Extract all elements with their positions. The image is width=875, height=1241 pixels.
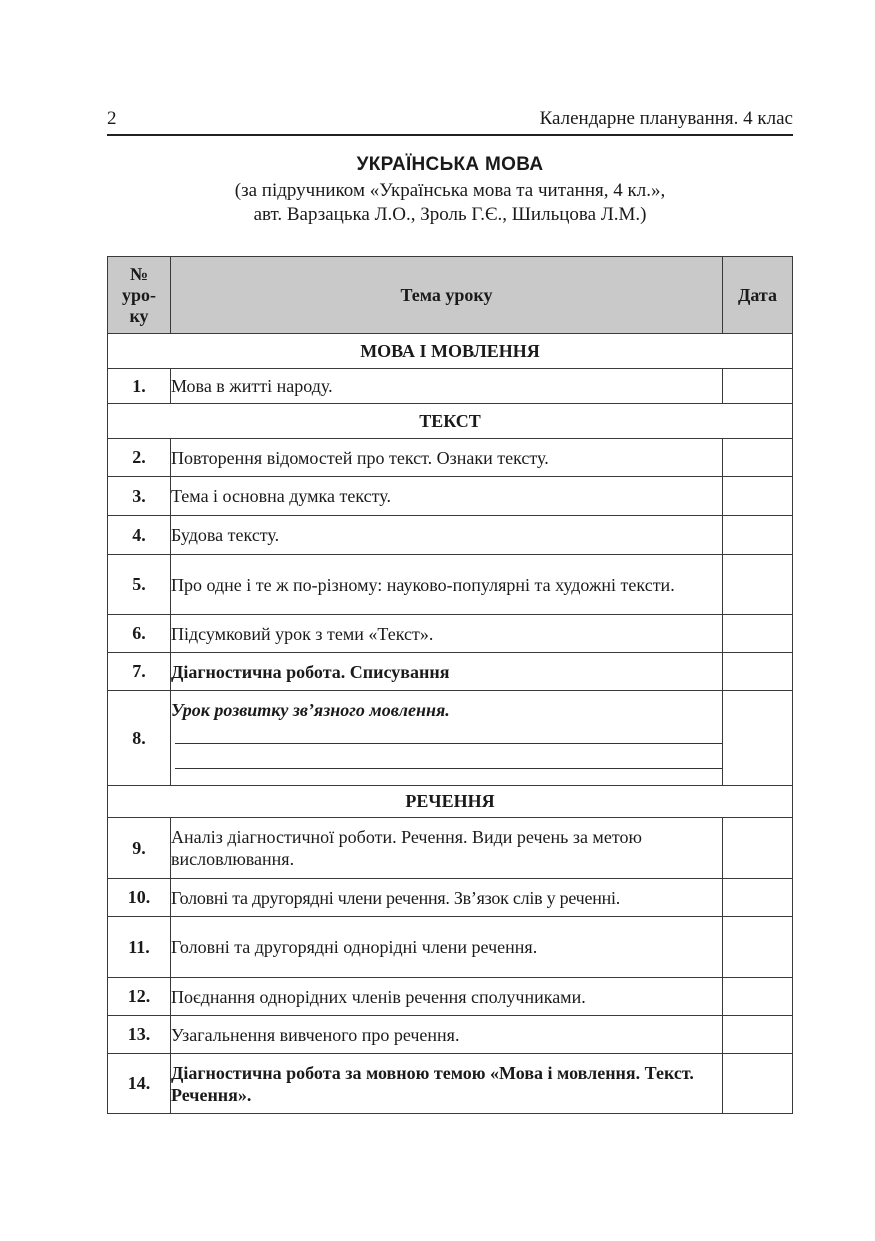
lesson-number: 14. xyxy=(108,1054,171,1114)
lesson-number: 12. xyxy=(108,978,171,1016)
lesson-number: 2. xyxy=(108,439,171,477)
blank-write-line xyxy=(175,743,722,744)
section-row xyxy=(108,404,793,439)
lesson-number: 3. xyxy=(108,477,171,516)
section-title: РЕЧЕННЯ xyxy=(108,786,793,818)
lesson-number: 4. xyxy=(108,516,171,555)
section-title: МОВА І МОВЛЕННЯ xyxy=(108,334,793,369)
lesson-topic: Тема і основна думка тексту. xyxy=(171,477,723,516)
lesson-topic-cell xyxy=(171,691,723,786)
table-row xyxy=(108,691,793,786)
lesson-topic: Підсумковий урок з теми «Текст». xyxy=(171,615,723,653)
lesson-number: 13. xyxy=(108,1016,171,1054)
table-row xyxy=(108,978,793,1016)
document-title: УКРАЇНСЬКА МОВА xyxy=(356,154,544,175)
lesson-number: 1. xyxy=(108,369,171,404)
lesson-topic: Будова тексту. xyxy=(171,516,723,555)
lesson-number: 9. xyxy=(108,818,171,879)
lesson-topic: Головні та другорядні члени речення. Зв’язок слів у реченні. xyxy=(171,879,723,917)
lesson-topic: Аналіз діагностичної роботи. Речення. Види речень за метою висловлювання. xyxy=(171,818,723,879)
lesson-date-cell[interactable] xyxy=(723,369,793,404)
lesson-date-cell[interactable] xyxy=(723,691,793,786)
subtitle-line: (за підручником «Українська мова та читання, 4 кл.», xyxy=(234,180,666,201)
lesson-topic: Діагностична робота за мовною темою «Мова і мовлення. Текст. Речення». xyxy=(171,1054,723,1114)
table-row xyxy=(108,439,793,477)
lesson-date-cell[interactable] xyxy=(723,477,793,516)
lesson-topic: Повторення відомостей про текст. Ознаки тексту. xyxy=(171,439,723,477)
table-row xyxy=(108,653,793,691)
blank-write-line xyxy=(175,768,722,769)
lesson-date-cell[interactable] xyxy=(723,1016,793,1054)
lesson-topic: Мова в житті народу. xyxy=(171,369,723,404)
table-row xyxy=(108,879,793,917)
lesson-topic: Урок розвитку зв’язного мовлення. xyxy=(171,700,450,720)
lesson-number: 11. xyxy=(108,917,171,978)
lesson-date-cell[interactable] xyxy=(723,555,793,615)
section-title: ТЕКСТ xyxy=(108,404,793,439)
lesson-date-cell[interactable] xyxy=(723,879,793,917)
document-subtitle xyxy=(107,179,793,227)
lesson-date-cell[interactable] xyxy=(723,818,793,879)
page-header xyxy=(107,106,793,136)
topic-header: Тема уроку xyxy=(171,257,723,334)
table-row xyxy=(108,1054,793,1114)
date-header: Дата xyxy=(723,257,793,334)
lesson-topic: Поєднання однорідних членів речення сполучниками. xyxy=(171,978,723,1016)
lesson-date-cell[interactable] xyxy=(723,439,793,477)
lesson-number: 10. xyxy=(108,879,171,917)
table-header-row xyxy=(108,257,793,334)
table-row xyxy=(108,477,793,516)
running-title: Календарне планування. 4 клас xyxy=(539,108,793,129)
lesson-number: 5. xyxy=(108,555,171,615)
lesson-date-cell[interactable] xyxy=(723,917,793,978)
lesson-date-cell[interactable] xyxy=(723,653,793,691)
section-row xyxy=(108,786,793,818)
subtitle-line: авт. Варзацька Л.О., Зроль Г.Є., Шильцова Л.М.) xyxy=(253,204,647,225)
lesson-date-cell[interactable] xyxy=(723,978,793,1016)
lesson-number: 7. xyxy=(108,653,171,691)
lesson-plan-table xyxy=(107,256,793,1114)
table-row xyxy=(108,818,793,879)
table-row xyxy=(108,917,793,978)
table-row xyxy=(108,369,793,404)
lesson-topic: Про одне і те ж по-різному: науково-популярні та художні тексти. xyxy=(171,555,723,615)
lesson-topic: Головні та другорядні однорідні члени речення. xyxy=(171,917,723,978)
lesson-number: 6. xyxy=(108,615,171,653)
lesson-date-cell[interactable] xyxy=(723,516,793,555)
lesson-topic: Діагностична робота. Списування xyxy=(171,653,723,691)
table-row xyxy=(108,555,793,615)
lesson-date-cell[interactable] xyxy=(723,1054,793,1114)
table-row xyxy=(108,615,793,653)
number-header: № уро- ку xyxy=(108,257,171,334)
lesson-number: 8. xyxy=(108,691,171,786)
page-number: 2 xyxy=(107,108,117,129)
section-row xyxy=(108,334,793,369)
lesson-date-cell[interactable] xyxy=(723,615,793,653)
table-row xyxy=(108,1016,793,1054)
lesson-topic: Узагальнення вивченого про речення. xyxy=(171,1016,723,1054)
table-row xyxy=(108,516,793,555)
